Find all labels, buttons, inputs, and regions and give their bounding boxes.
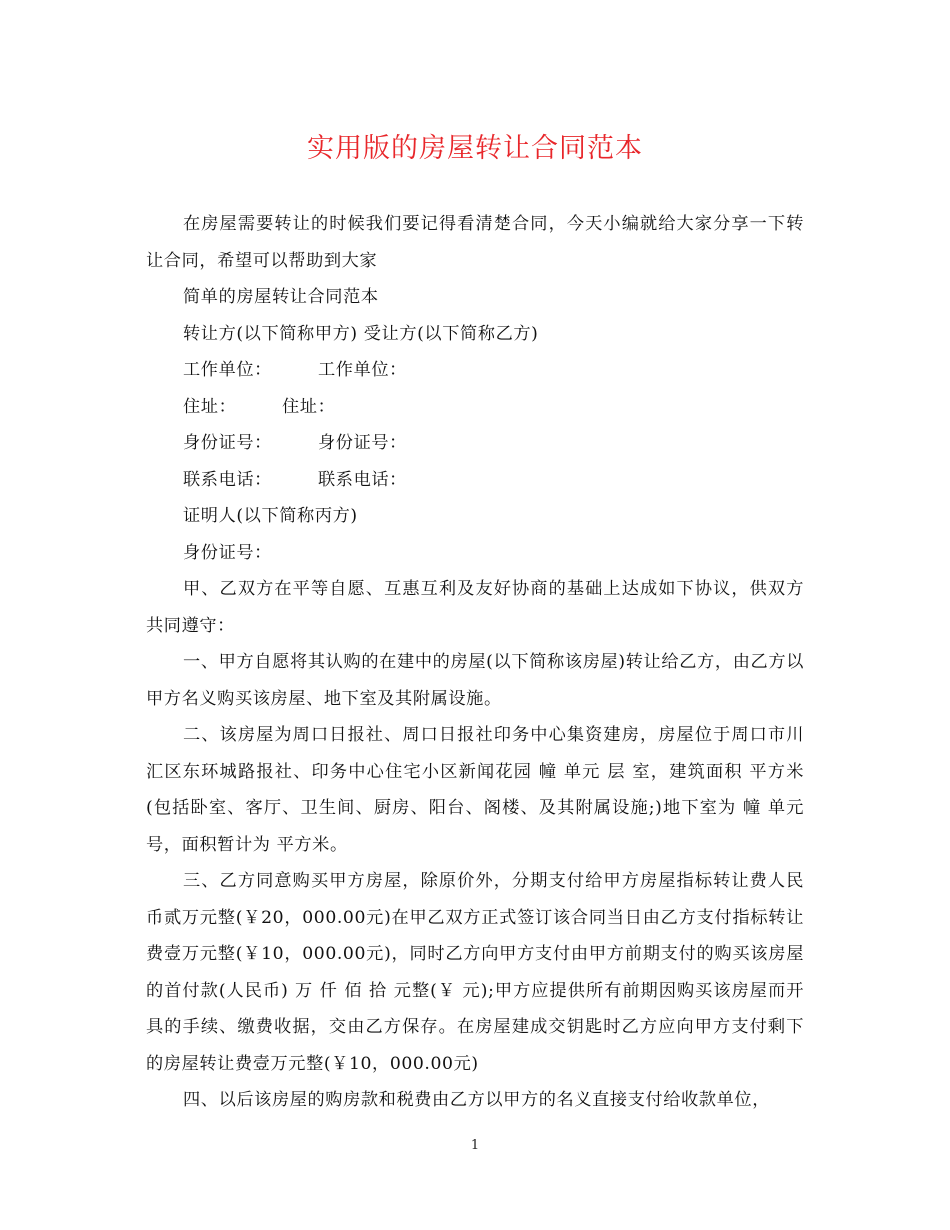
field-label-right: 身份证号： bbox=[318, 433, 407, 453]
clause-3: 三、乙方同意购买甲方房屋，除原价外，分期支付给甲方房屋指标转让费人民币贰万元整(￥20，000.00元)在甲乙双方正式签订该合同当日由乙方支付指标转让费壹万元整(￥10，000.00元)，同时乙方向甲方支付由甲方前期支付的购买该房屋的首付款(人民币) 万 仟 佰 拾 元整(￥ 元);甲方应提供所有前期因购买该房屋而开具的手续、缴费收据，交由乙方保存。在房屋建成交钥匙时乙方应向甲方支付剩下的房屋转让费壹万元整(￥10，000.00元) bbox=[146, 871, 804, 1074]
field-row-address bbox=[146, 389, 804, 426]
field-row-id-number bbox=[146, 425, 804, 462]
clause-2: 二、该房屋为周口日报社、周口日报社印务中心集资建房，房屋位于周口市川汇区东环城路报社、印务中心住宅小区新闻花园 幢 单元 层 室，建筑面积 平方米(包括卧室、客厅、卫生间、厨房、阳台、阁楼、及其附属设施;)地下室为 幢 单元 号，面积暂计为 平方米。 bbox=[146, 725, 804, 855]
field-label-right: 住址： bbox=[282, 396, 336, 417]
contract-subtitle: 简单的房屋转让合同范本 bbox=[183, 287, 379, 307]
field-row-work-unit bbox=[146, 352, 804, 389]
field-label-left: 住址： bbox=[183, 396, 237, 417]
field-label-right: 联系电话： bbox=[318, 469, 407, 490]
field-label-right: 工作单位： bbox=[318, 360, 407, 380]
intro-paragraph: 在房屋需要转让的时候我们要记得看清楚合同，今天小编就给大家分享一下转让合同，希望可以帮助到大家 bbox=[146, 214, 804, 271]
clause-1: 一、甲方自愿将其认购的在建中的房屋(以下简称该房屋)转让给乙方，由乙方以甲方名义购买该房屋、地下室及其附属设施。 bbox=[146, 652, 804, 709]
page-number: 1 bbox=[470, 1138, 480, 1153]
witness-id-field: 身份证号： bbox=[183, 542, 272, 563]
witness-line: 证明人(以下简称丙方) bbox=[183, 506, 358, 526]
parties-line: 转让方(以下简称甲方) 受让方(以下简称乙方) bbox=[183, 323, 539, 344]
field-row-phone bbox=[146, 462, 804, 499]
clause-4: 四、以后该房屋的购房款和税费由乙方以甲方的名义直接支付给收款单位， bbox=[183, 1090, 770, 1110]
field-label-left: 工作单位： bbox=[183, 360, 272, 380]
field-label-left: 联系电话： bbox=[183, 469, 272, 490]
document-title: 实用版的房屋转让合同范本 bbox=[307, 133, 643, 164]
document-body bbox=[146, 206, 804, 1119]
field-label-left: 身份证号： bbox=[183, 433, 272, 453]
agreement-paragraph: 甲、乙双方在平等自愿、互惠互利及友好协商的基础上达成如下协议，供双方共同遵守： bbox=[146, 579, 804, 636]
